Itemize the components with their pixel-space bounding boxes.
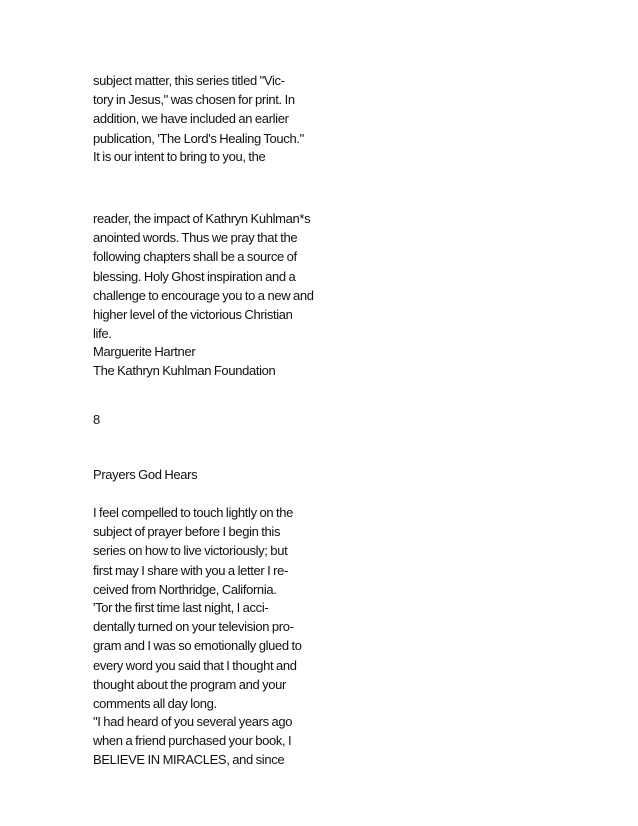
intent-paragraph-continued — [93, 209, 353, 343]
intro-paragraph — [93, 71, 353, 148]
text-line: BELIEVE IN MIRACLES, and since — [93, 752, 285, 768]
text-line: anointed words. Thus we pray that the — [93, 230, 298, 246]
text-line: blessing. Holy Ghost inspiration and a — [93, 268, 296, 284]
text-line: It is our intent to bring to you, the — [93, 149, 266, 164]
text-line: thought about the program and your — [93, 676, 287, 692]
text-line: subject matter, this series titled "Vic- — [93, 73, 285, 88]
text-line: ceived from Northridge, California. — [93, 581, 277, 597]
text-line: when a friend purchased your book, I — [93, 733, 292, 749]
chapter-title-block — [93, 465, 353, 484]
prayer-paragraph — [93, 503, 353, 599]
text-line: addition, we have included an earlier — [93, 111, 289, 127]
text-line: gram and I was so emotionally glued to — [93, 638, 302, 654]
text-line: 'Tor the first time last night, I acci- — [93, 600, 269, 615]
signature-name: Marguerite Hartner — [93, 344, 196, 359]
text-line: dentally turned on your television pro- — [93, 619, 294, 635]
signature-block — [93, 342, 353, 380]
text-line: publication, 'The Lord's Healing Touch." — [93, 130, 304, 146]
text-line: first may I share with you a letter I re- — [93, 562, 288, 578]
page-number-block — [93, 410, 353, 429]
text-line: series on how to live victoriously; but — [93, 543, 288, 559]
intent-paragraph-start — [93, 147, 353, 166]
text-line: comments all day long. — [93, 696, 217, 712]
page-number: 8 — [93, 412, 100, 427]
text-line: tory in Jesus," was chosen for print. In — [93, 92, 295, 108]
text-line: higher level of the victorious Christian — [93, 307, 293, 323]
signature-organization: The Kathryn Kuhlman Foundation — [93, 363, 276, 379]
letter-paragraph-2 — [93, 712, 353, 770]
text-line: life. — [93, 326, 112, 342]
text-line: challenge to encourage you to a new and — [93, 287, 314, 303]
text-line: "I had heard of you several years ago — [93, 714, 293, 729]
text-line: following chapters shall be a source of — [93, 249, 297, 265]
chapter-title: Prayers God Hears — [93, 467, 198, 482]
text-line: subject of prayer before I begin this — [93, 524, 281, 540]
letter-paragraph-1 — [93, 598, 353, 713]
text-line: I feel compelled to touch lightly on the — [93, 505, 294, 520]
text-line: reader, the impact of Kathryn Kuhlman*s — [93, 211, 311, 226]
text-line: every word you said that I thought and — [93, 657, 297, 673]
